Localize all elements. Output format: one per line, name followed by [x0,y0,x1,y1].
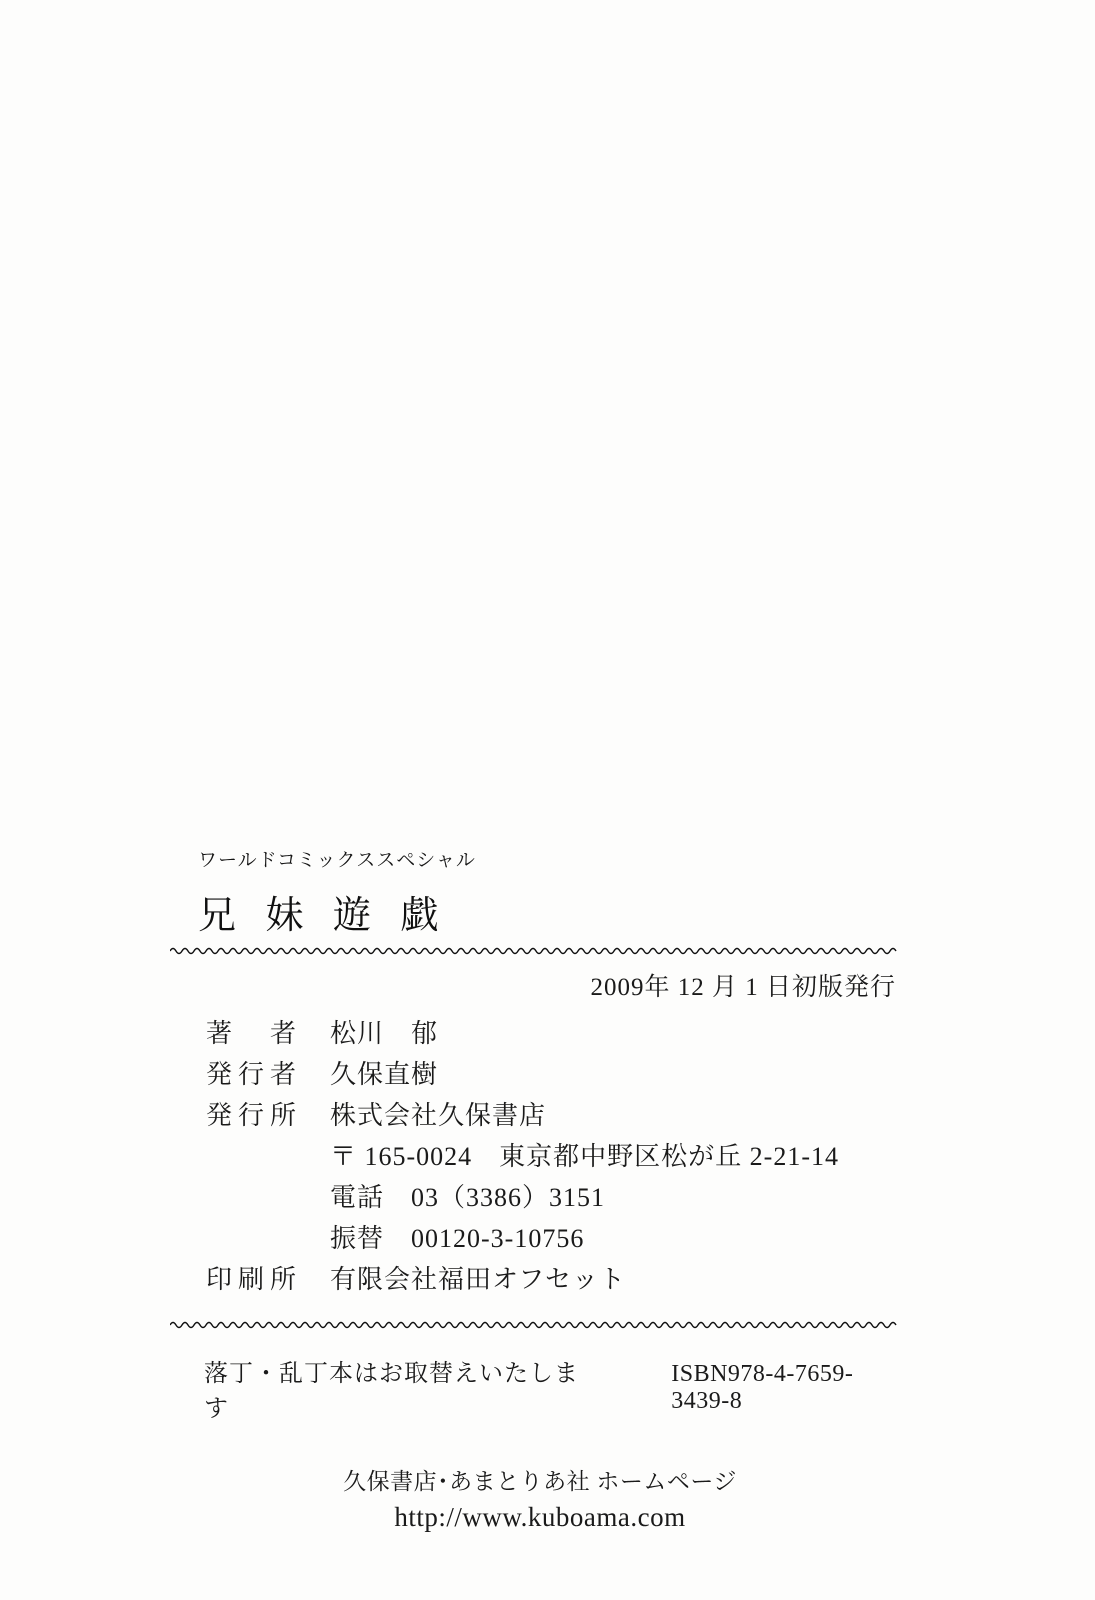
entry-value: 久保直樹 [330,1060,439,1090]
entry-value: 電話 03（3386）3151 [330,1183,606,1213]
entry-value: 有限会社福田オフセット [330,1265,626,1295]
entry-label: 著 者 [206,1019,303,1048]
isbn-code: ISBN978-4-7659-3439-8 [671,1360,854,1414]
colophon-row [170,1218,910,1259]
entry-value: 株式会社久保書店 [330,1101,547,1131]
homepage-label: 久保書店･あまとりあ社 ホームページ [343,1468,737,1494]
colophon-entries [170,1013,910,1301]
decorative-wave-rule-top [170,945,900,955]
entry-label: 発行者 [206,1060,303,1090]
colophon-row [170,1259,910,1300]
entry-label: 発行所 [206,1101,303,1131]
entry-label: 印刷所 [206,1265,303,1295]
entry-value: 〒 165-0024 東京都中野区松が丘 2-21-14 [330,1142,839,1172]
colophon-row [170,1013,910,1054]
series-label: ワールドコミックススペシャル [198,849,476,871]
entry-value: 松川 郁 [330,1019,439,1048]
publication-date: 2009年 12 月 1 日初版発行 [590,974,896,1001]
colophon-row [170,1054,910,1095]
colophon-row [170,1177,910,1218]
book-title: 兄 妹 遊 戯 [198,895,449,937]
colophon-block [170,845,910,1533]
colophon-row [170,1095,910,1136]
decorative-wave-rule-bottom [170,1319,900,1329]
entry-value: 振替 00120-3-10756 [330,1224,585,1254]
colophon-row [170,1136,910,1177]
homepage-block [170,1463,910,1533]
notice-line [170,1353,910,1423]
defect-notice: 落丁・乱丁本はお取替えいたします [204,1360,579,1422]
homepage-url[interactable]: http://www.kuboama.com [394,1501,686,1532]
